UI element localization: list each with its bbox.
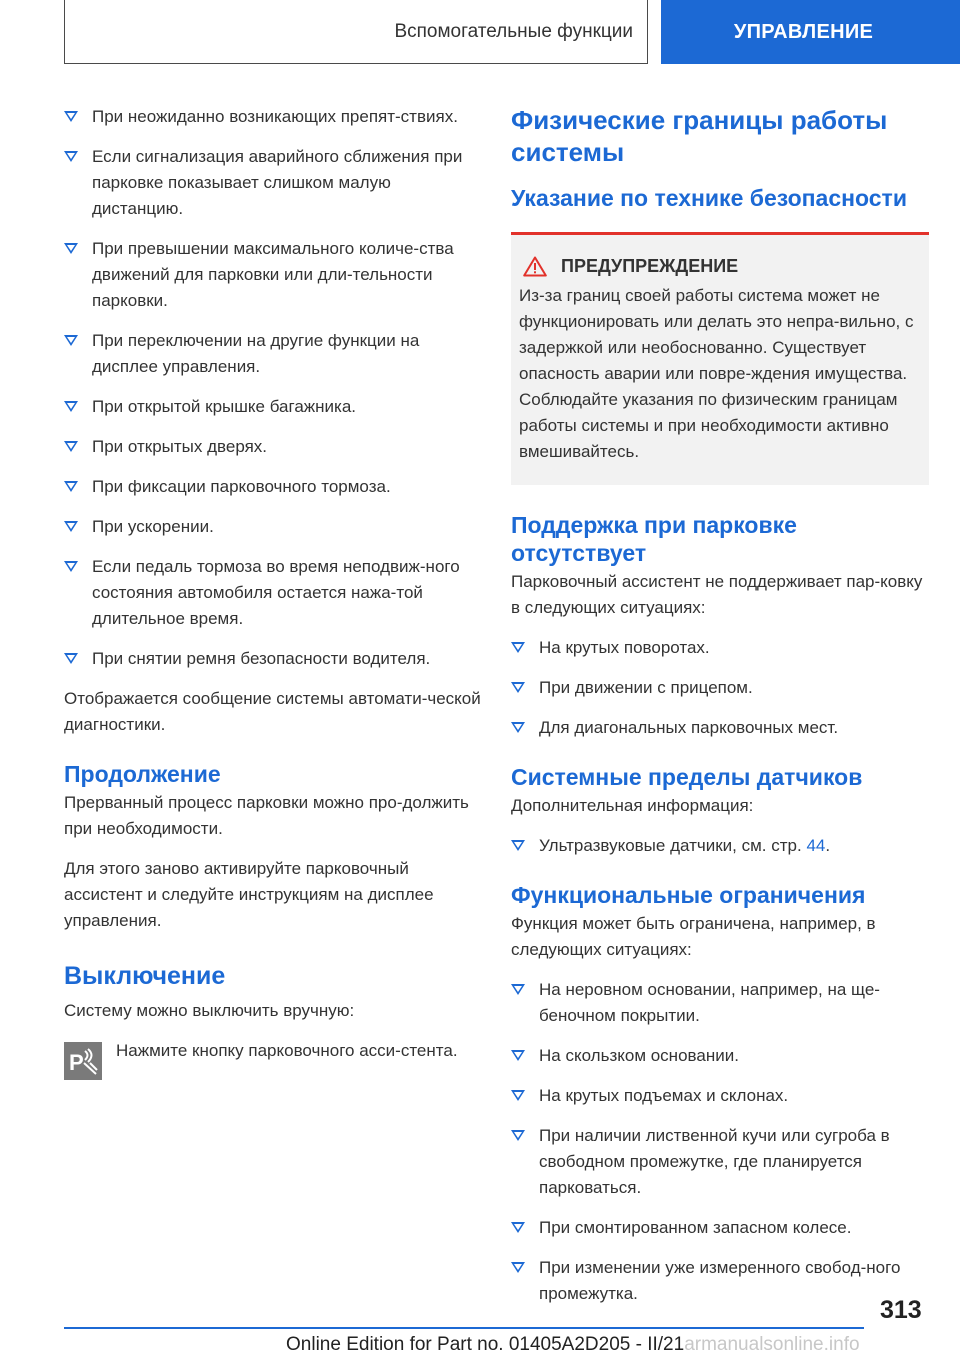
triangle-bullet-icon bbox=[64, 401, 78, 412]
functional-paragraph: Функция может быть ограничена, например, в следующих ситуациях: bbox=[511, 914, 876, 959]
triangle-bullet-icon bbox=[64, 111, 78, 122]
triangle-bullet-icon bbox=[511, 840, 525, 851]
triangle-bullet-icon bbox=[511, 1130, 525, 1141]
warning-triangle-icon bbox=[523, 256, 547, 277]
list-item: Ультразвуковые датчики, см. стр. 44. bbox=[511, 833, 929, 859]
triangle-bullet-icon bbox=[64, 441, 78, 452]
continue-paragraph-2: Для этого заново активируйте парковочный ассистент и следуйте инструкциям на дисплее управления. bbox=[64, 859, 434, 930]
list-item: На крутых поворотах. bbox=[511, 635, 929, 661]
list-item: При изменении уже измеренного свобод-ного промежутка. bbox=[511, 1255, 929, 1307]
header-section-title: Вспомогательные функции bbox=[394, 20, 633, 42]
list-item: При открытой крышке багажника. bbox=[64, 394, 482, 420]
warning-title: ПРЕДУПРЕЖДЕНИЕ bbox=[561, 256, 739, 276]
triangle-bullet-icon bbox=[64, 243, 78, 254]
warning-box bbox=[511, 232, 929, 485]
list-item: При фиксации парковочного тормоза. bbox=[64, 474, 482, 500]
left-column bbox=[64, 104, 482, 1080]
list-item: На скользком основании. bbox=[511, 1043, 929, 1069]
warning-title-row bbox=[519, 253, 919, 279]
continue-heading: Продолжение bbox=[64, 761, 221, 787]
triangle-bullet-icon bbox=[511, 1262, 525, 1273]
sensor-paragraph: Дополнительная информация: bbox=[511, 796, 754, 815]
header-chapter-title: УПРАВЛЕНИЕ bbox=[733, 21, 874, 43]
right-column bbox=[511, 104, 929, 1324]
triangle-bullet-icon bbox=[511, 682, 525, 693]
warning-text: Из-за границ своей работы система может не функционировать или делать это непра-вильно, с задержкой или необоснованно. Существует опасность аварии или повре-ждения имущества. Соблюдайте указания по физическим границам работы системы и при необходимости активно вмешивайтесь. bbox=[519, 286, 914, 461]
continue-paragraph-1: Прерванный процесс парковки можно про-должить при необходимости. bbox=[64, 793, 469, 838]
footer-watermark: armanualsonline.info bbox=[684, 1334, 860, 1355]
safety-heading: Указание по технике безопасности bbox=[511, 185, 907, 211]
svg-text:P: P bbox=[69, 1050, 84, 1075]
triangle-bullet-icon bbox=[511, 722, 525, 733]
list-item: Для диагональных парковочных мест. bbox=[511, 715, 929, 741]
sensor-limits-heading: Системные пределы датчиков bbox=[511, 764, 863, 790]
triangle-bullet-icon bbox=[64, 151, 78, 162]
list-item: При движении с прицепом. bbox=[511, 675, 929, 701]
list-item: При наличии лиственной кучи или сугроба в свободном промежутке, где планируется парковаться. bbox=[511, 1123, 929, 1201]
switch-off-paragraph: Систему можно выключить вручную: bbox=[64, 1001, 355, 1020]
diagnostics-text: Отображается сообщение системы автомати-ческой диагностики. bbox=[64, 689, 481, 734]
switch-off-heading: Выключение bbox=[64, 962, 226, 990]
triangle-bullet-icon bbox=[511, 984, 525, 995]
footer-text bbox=[286, 1332, 860, 1358]
parking-button-text: Нажмите кнопку парковочного асси-стента. bbox=[116, 1041, 458, 1060]
list-item: На неровном основании, например, на ще-беночном покрытии. bbox=[511, 977, 929, 1029]
list-item: На крутых подъемах и склонах. bbox=[511, 1083, 929, 1109]
triangle-bullet-icon bbox=[64, 521, 78, 532]
header-section-box bbox=[64, 0, 648, 64]
sensor-list bbox=[511, 833, 929, 859]
list-item: Если педаль тормоза во время неподвиж-ного состояния автомобиля остается нажа-той длительное время. bbox=[64, 554, 482, 632]
footer-divider bbox=[64, 1327, 864, 1329]
no-support-list bbox=[511, 635, 929, 741]
triangle-bullet-icon bbox=[64, 561, 78, 572]
triangle-bullet-icon bbox=[64, 335, 78, 346]
triangle-bullet-icon bbox=[511, 1090, 525, 1101]
parking-assistant-button-icon bbox=[64, 1042, 102, 1080]
triangle-bullet-icon bbox=[511, 1222, 525, 1233]
list-item: При переключении на другие функции на дисплее управления. bbox=[64, 328, 482, 380]
list-item: При снятии ремня безопасности водителя. bbox=[64, 646, 482, 672]
no-support-paragraph: Парковочный ассистент не поддерживает пар-ковку в следующих ситуациях: bbox=[511, 572, 923, 617]
footer-edition: Online Edition for Part no. 01405A2D205 - II/21 bbox=[286, 1334, 685, 1355]
triangle-bullet-icon bbox=[511, 1050, 525, 1061]
interruption-list bbox=[64, 104, 482, 672]
triangle-bullet-icon bbox=[511, 642, 525, 653]
page-number: 313 bbox=[880, 1296, 922, 1324]
parking-button-instruction bbox=[64, 1038, 482, 1080]
physical-limits-heading: Физические границы работы системы bbox=[511, 105, 888, 167]
header-chapter-tab[interactable] bbox=[661, 0, 960, 64]
triangle-bullet-icon bbox=[64, 481, 78, 492]
page-reference-link[interactable]: 44 bbox=[806, 836, 826, 855]
list-item: При открытых дверях. bbox=[64, 434, 482, 460]
list-item: При превышении максимального количе-ства движений для парковки или дли-тельности парковки. bbox=[64, 236, 482, 314]
list-item: При ускорении. bbox=[64, 514, 482, 540]
list-item: При смонтированном запасном колесе. bbox=[511, 1215, 929, 1241]
functional-list bbox=[511, 977, 929, 1307]
triangle-bullet-icon bbox=[64, 653, 78, 664]
list-item: Если сигнализация аварийного сближения при парковке показывает слишком малую дистанцию. bbox=[64, 144, 482, 222]
list-item: При неожиданно возникающих препят-ствиях. bbox=[64, 104, 482, 130]
no-support-heading: Поддержка при парковке отсутствует bbox=[511, 512, 797, 566]
functional-limits-heading: Функциональные ограничения bbox=[511, 882, 866, 908]
